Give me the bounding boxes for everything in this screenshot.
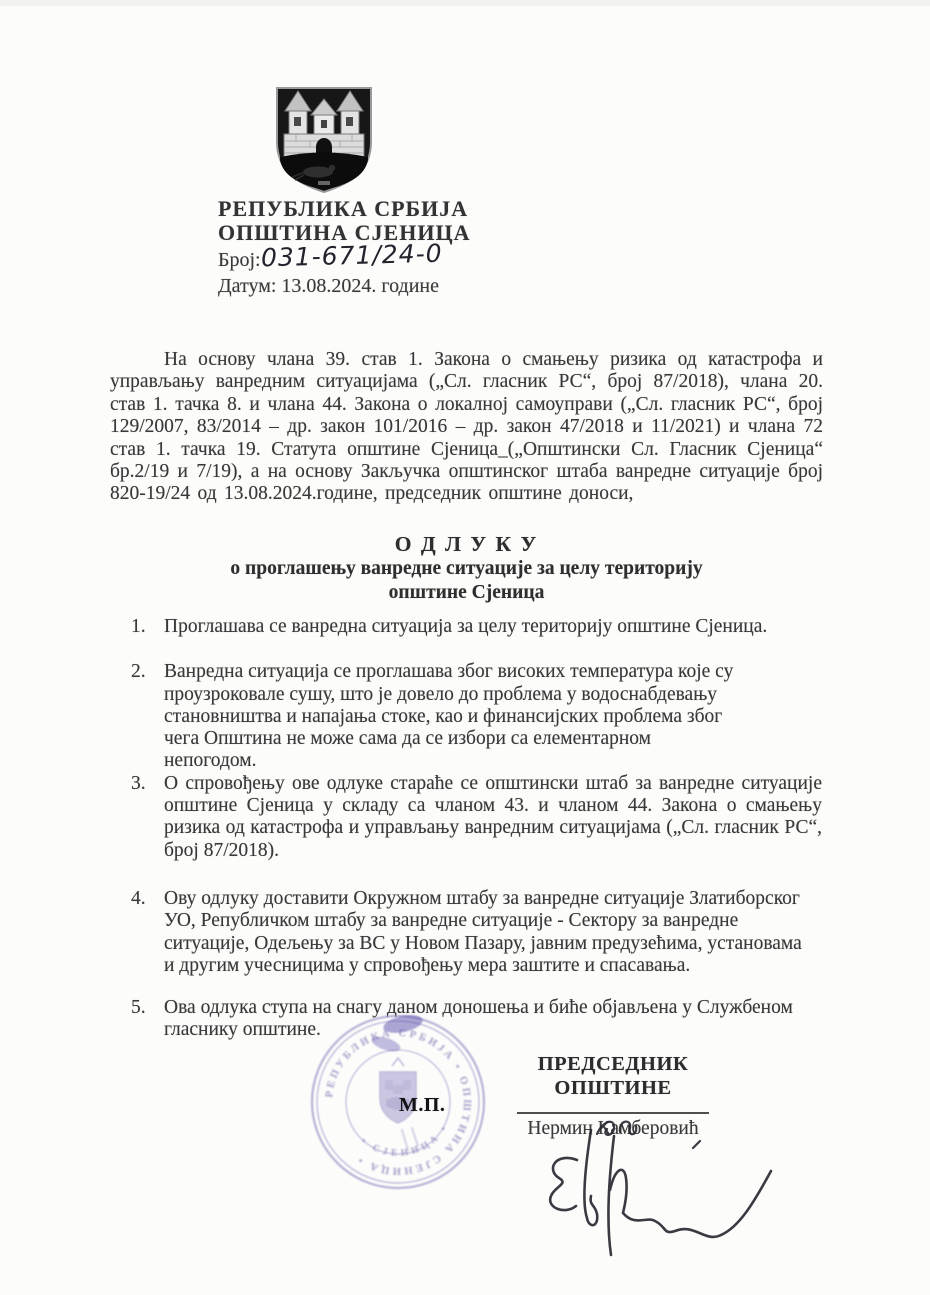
item-text: О спровођењу ове одлуке стараће се општински штаб за ванредне ситуације општине Сјеница у складу са чланом 43. и чланом 44. Закона о смањењу ризика од катастрофа и управљању ванредним ситуацијама („Сл. гласник РС“, број 87/2018).: [164, 772, 822, 861]
decision-item-2: [131, 661, 825, 772]
number-label: Број:: [218, 249, 261, 271]
document-date-line: Датум: 13.08.2024. године: [218, 275, 440, 297]
decision-items-list: [131, 616, 825, 1042]
republic-name: РЕПУБЛИКА СРБИЈА: [218, 196, 469, 221]
item-text: Ову одлуку доставити Окружном штабу за ванредне ситуације Златиборског УО, Републичком штабу за ванредне ситуације - Сектору за ванредне ситуације, Одељењу за ВС у Новом Пазару, јавним предузећима, установама и другим учесницима у спровођењу мера заштите и спасавања.: [164, 887, 802, 976]
item-number: 4.: [131, 887, 146, 909]
scan-edge-artifact: [0, 0, 930, 6]
sjenica-coat-of-arms-icon: [270, 84, 378, 196]
legal-preamble: На основу члана 39. став 1. Закона о смањењу ризика од катастрофа и управљању ванредним ситуацијама („Сл. гласник РС“, број 87/2018), члана 20. став 1. тачка 8. и члана 44. Закона о локалној самоуправи („Сл. гласник РС“, број 129/2007, 83/2014 – др. закон 101/2016 – др. закон 47/2018 и 11/2021) и члана 72 став 1. тачка 19. Статута општине Сјеница_(„Општински Сл. Гласник Сјеница“ бр.2/19 и 7/19), а на основу Закључка општинског штаба ванредне ситуације број 820-19/24 од 13.08.2024.године, председник општине доноси,: [110, 349, 823, 505]
handwritten-document-number: 031-671/24-0: [260, 238, 443, 273]
municipal-round-stamp-icon: [306, 1010, 490, 1194]
item-number: 2.: [131, 661, 146, 683]
decision-title: О Д Л У К У: [394, 532, 539, 556]
decision-item-1: [131, 616, 825, 638]
stamp-bottom-text: • СЈЕНИЦА •: [358, 1121, 452, 1159]
decision-title-block: [110, 531, 823, 604]
decision-subtitle-line2: општине Сјеница: [388, 581, 545, 603]
document-number-line: [218, 238, 470, 273]
document-header: [218, 197, 470, 299]
item-text: Проглашава се ванредна ситуација за целу територију општине Сјеница.: [164, 616, 768, 637]
decision-item-4: [131, 888, 825, 977]
municipality-name: ОПШТИНА СЈЕНИЦА: [218, 220, 471, 245]
item-text: Ванредна ситуација се проглашава због високих температура које су проузроковале сушу, што је довело до проблема у водоснабдевању становништва и напајања стоке, као и финансијских проблема због чега Општина не може сама да се избори са елементарном непогодом.: [164, 661, 734, 772]
signer-name: Нермин Камберовић: [527, 1118, 699, 1139]
decision-item-3: [131, 773, 825, 862]
item-number: 1.: [131, 616, 146, 637]
decision-subtitle-line1: о проглашењу ванредне ситуације за целу територију: [230, 558, 703, 579]
item-number: 5.: [131, 997, 146, 1019]
stamp-ring-text: РЕПУБЛИКА СРБИЈА • ОПШТИНА СЈЕНИЦА •: [324, 1027, 473, 1177]
seal-place-label: М.П.: [399, 1094, 446, 1116]
item-text: Ова одлука ступа на снагу даном доношења и биће објављена у Службеном гласнику општине.: [164, 997, 793, 1041]
item-number: 3.: [131, 772, 146, 794]
signer-title: ПРЕДСЕДНИК ОПШТИНЕ: [537, 1053, 689, 1099]
handwritten-signature-icon: [535, 1108, 795, 1273]
